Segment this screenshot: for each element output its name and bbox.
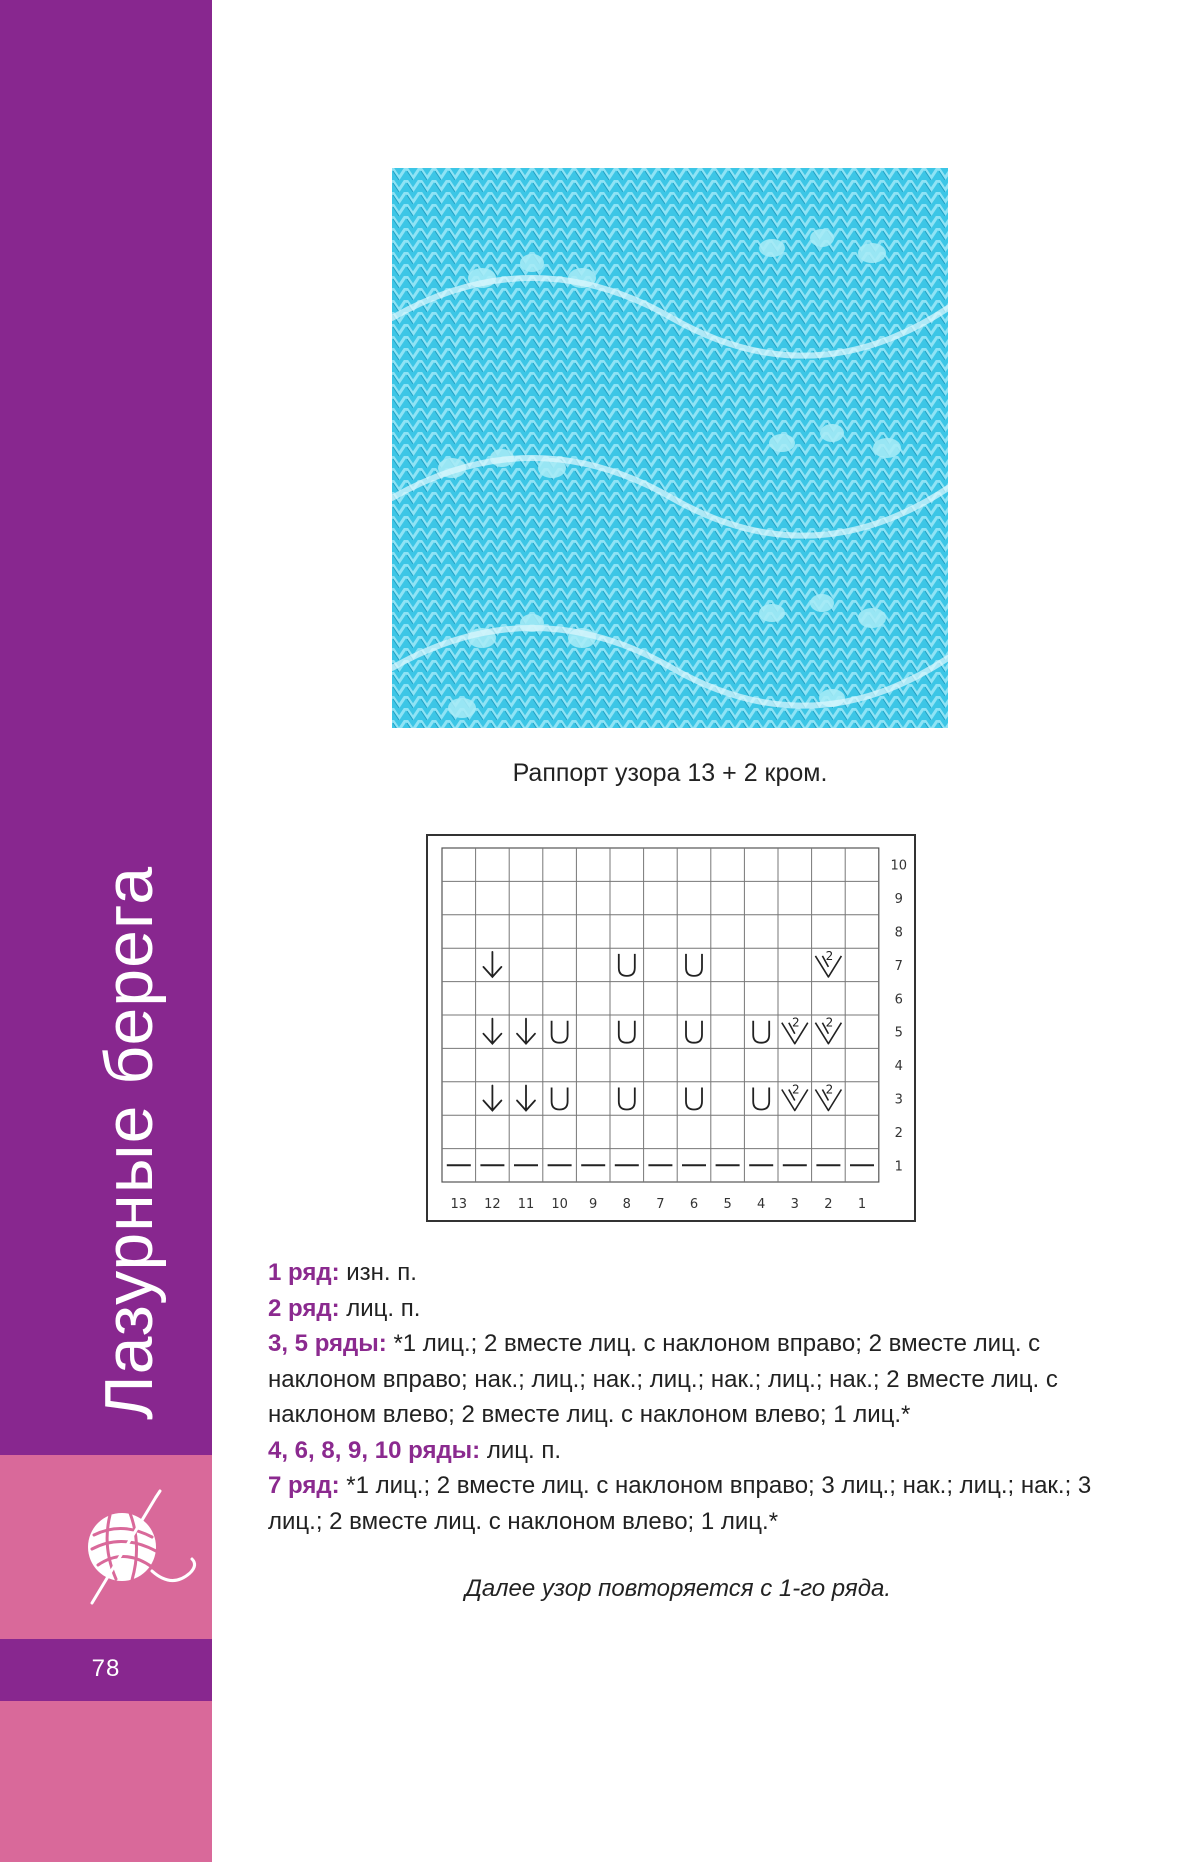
row-label: 1 xyxy=(894,1159,903,1175)
lace-pattern-illustration xyxy=(392,168,948,728)
column-label: 13 xyxy=(450,1197,468,1212)
row-label: 1 ряд: xyxy=(268,1259,340,1286)
instruction-row-2 xyxy=(268,1291,1128,1327)
row-label: 4, 6, 8, 9, 10 ряды: xyxy=(268,1436,481,1464)
column-label: 9 xyxy=(589,1197,598,1212)
decrease-count-label: 2 xyxy=(825,1082,834,1097)
row-text: *1 лиц.; 2 вместе лиц. с наклоном вправо; 3 лиц.; нак.; лиц.; нак.; 3 лиц.; 2 вместе лиц. с наклоном влево; 1 лиц.* xyxy=(268,1472,1092,1535)
column-label: 1 xyxy=(857,1197,867,1212)
row-label: 8 xyxy=(894,925,903,941)
row-label: 2 ряд: xyxy=(268,1294,340,1322)
repeat-note: Далее узор повторяется с 1-го ряда. xyxy=(465,1575,891,1602)
row-text: лиц. п. xyxy=(339,1294,421,1322)
row-label: 9 xyxy=(894,892,903,908)
row-text: *1 лиц.; 2 вместе лиц. с наклоном вправо; 2 вместе лиц. с наклоном вправо; нак.; лиц.; нак.; лиц.; нак.; лиц.; нак.; 2 вместе лиц. с наклоном влево; 2 вместе лиц. с наклоном влево; 1 лиц.* xyxy=(268,1330,1058,1428)
column-label: 10 xyxy=(551,1197,568,1212)
column-label: 3 xyxy=(790,1197,799,1212)
instructions xyxy=(268,1255,1128,1539)
instruction-row-3-5 xyxy=(268,1326,1128,1433)
decrease-count-label: 2 xyxy=(825,948,834,963)
column-label: 8 xyxy=(622,1197,631,1212)
instruction-row-4-6-8-9-10 xyxy=(268,1433,1128,1469)
decrease-count-label: 2 xyxy=(791,1082,800,1097)
decrease-count-label: 2 xyxy=(791,1015,800,1030)
knitted-swatch-photo xyxy=(392,168,948,728)
row-text: лиц. п. xyxy=(480,1436,561,1464)
column-label: 11 xyxy=(517,1197,535,1212)
decrease-count-label: 2 xyxy=(825,1015,834,1030)
sidebar-bottom-band xyxy=(0,1701,212,1862)
yarn-ball-icon xyxy=(72,1485,202,1615)
row-label: 3 xyxy=(894,1092,903,1108)
row-label: 2 xyxy=(894,1125,903,1141)
instruction-row-1 xyxy=(268,1255,1128,1291)
row-label: 4 xyxy=(894,1059,903,1075)
chart-grid xyxy=(428,836,914,1220)
row-text: изн. п. xyxy=(339,1259,417,1286)
instruction-row-7 xyxy=(268,1468,1128,1539)
column-label: 5 xyxy=(723,1197,732,1212)
column-label: 12 xyxy=(484,1197,501,1212)
row-label: 7 ряд: xyxy=(268,1472,340,1499)
row-label: 5 xyxy=(894,1025,903,1041)
row-label: 7 xyxy=(894,958,903,974)
column-label: 6 xyxy=(689,1197,699,1212)
row-label: 10 xyxy=(890,858,908,874)
knitting-chart xyxy=(426,834,916,1222)
row-label: 6 xyxy=(894,992,903,1008)
page-number: 78 xyxy=(91,1655,121,1682)
column-label: 7 xyxy=(656,1197,665,1212)
section-title: Лазурные берега xyxy=(91,865,167,1420)
column-label: 4 xyxy=(757,1197,766,1212)
column-label: 2 xyxy=(824,1197,833,1212)
row-label: 3, 5 ряды: xyxy=(268,1330,387,1357)
pattern-repeat-caption: Раппорт узора 13 + 2 кром. xyxy=(512,759,828,787)
